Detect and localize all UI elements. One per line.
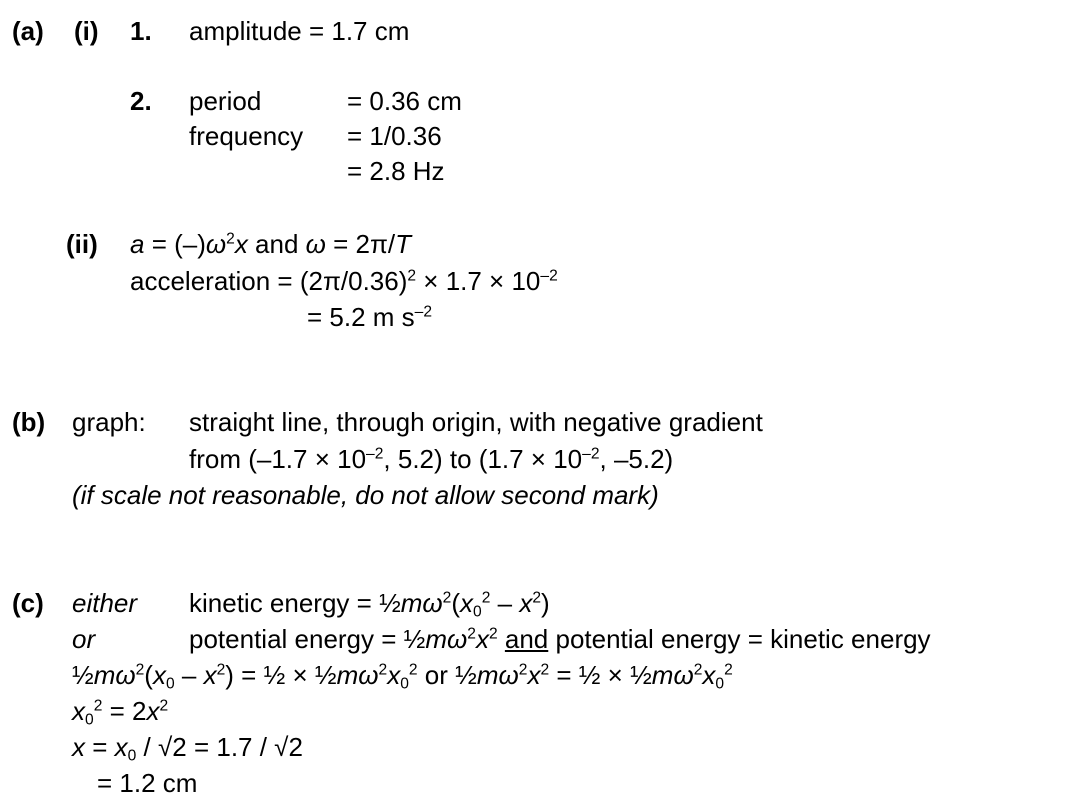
acceleration-formula: $a = (-)\omega^2x$ and ω = 2π/T: [130, 229, 412, 259]
graph-label: graph:: [72, 407, 146, 437]
potential-energy-formula: potential energy = $\frac{1}{2}m\omega^2x^2$ and potential energy = kinetic energy: [189, 624, 931, 654]
part-a-i-label: (i): [74, 16, 99, 46]
or-label: or: [72, 624, 96, 654]
x-solution: $x = x_0 / √2 = 1.7 / √2$: [72, 732, 303, 765]
period-value: = 0.36 cm: [347, 86, 462, 116]
frequency-value: = 1/0.36: [347, 121, 442, 151]
frequency-label: frequency: [189, 121, 304, 151]
part-b-label: (b): [12, 407, 46, 437]
energy-equation: $\frac{1}{2}m\omega^2(x_0 - x^2)$ = ½ × $\frac{1}{2}m\omega^2x_0^2$ or $\frac{1}{2}m\omega^2x^2$ = ½ × $\frac{1}{2}m\omega^2x_0^2$: [72, 660, 733, 693]
x-result: = 1.2 cm: [97, 768, 198, 798]
kinetic-energy-formula: kinetic energy = $\frac{1}{2}m\omega^2(x_0^2 - x^2)$: [189, 588, 550, 621]
part-c-label: (c): [12, 588, 44, 618]
part-a-i-2-label: 2.: [130, 86, 152, 116]
acceleration-result: = 5.2 m $s^{-2}$: [307, 302, 433, 332]
frequency-result: = 2.8 Hz: [347, 156, 445, 186]
acceleration-calculation: acceleration = $(2\pi/0.36)^2 \times 1.7 \times 10^{-2}$: [130, 266, 558, 296]
graph-description: straight line, through origin, with negative gradient: [189, 407, 763, 437]
part-a-label: (a): [12, 16, 44, 46]
either-label: either: [72, 588, 138, 618]
part-a-ii-label: (ii): [66, 229, 98, 259]
graph-endpoints: from ($-1.7 \times 10^{-2}$, 5.2) to ($1.7 \times 10^{-2}$, –5.2): [189, 444, 674, 474]
scale-note: (if scale not reasonable, do not allow second mark): [72, 480, 659, 510]
amplitude-line: amplitude = 1.7 cm: [189, 16, 410, 46]
x0-squared-equation: $x_0^2 = 2x^2$: [72, 696, 169, 729]
part-a-i-1-label: 1.: [130, 16, 152, 46]
period-label: period: [189, 86, 262, 116]
